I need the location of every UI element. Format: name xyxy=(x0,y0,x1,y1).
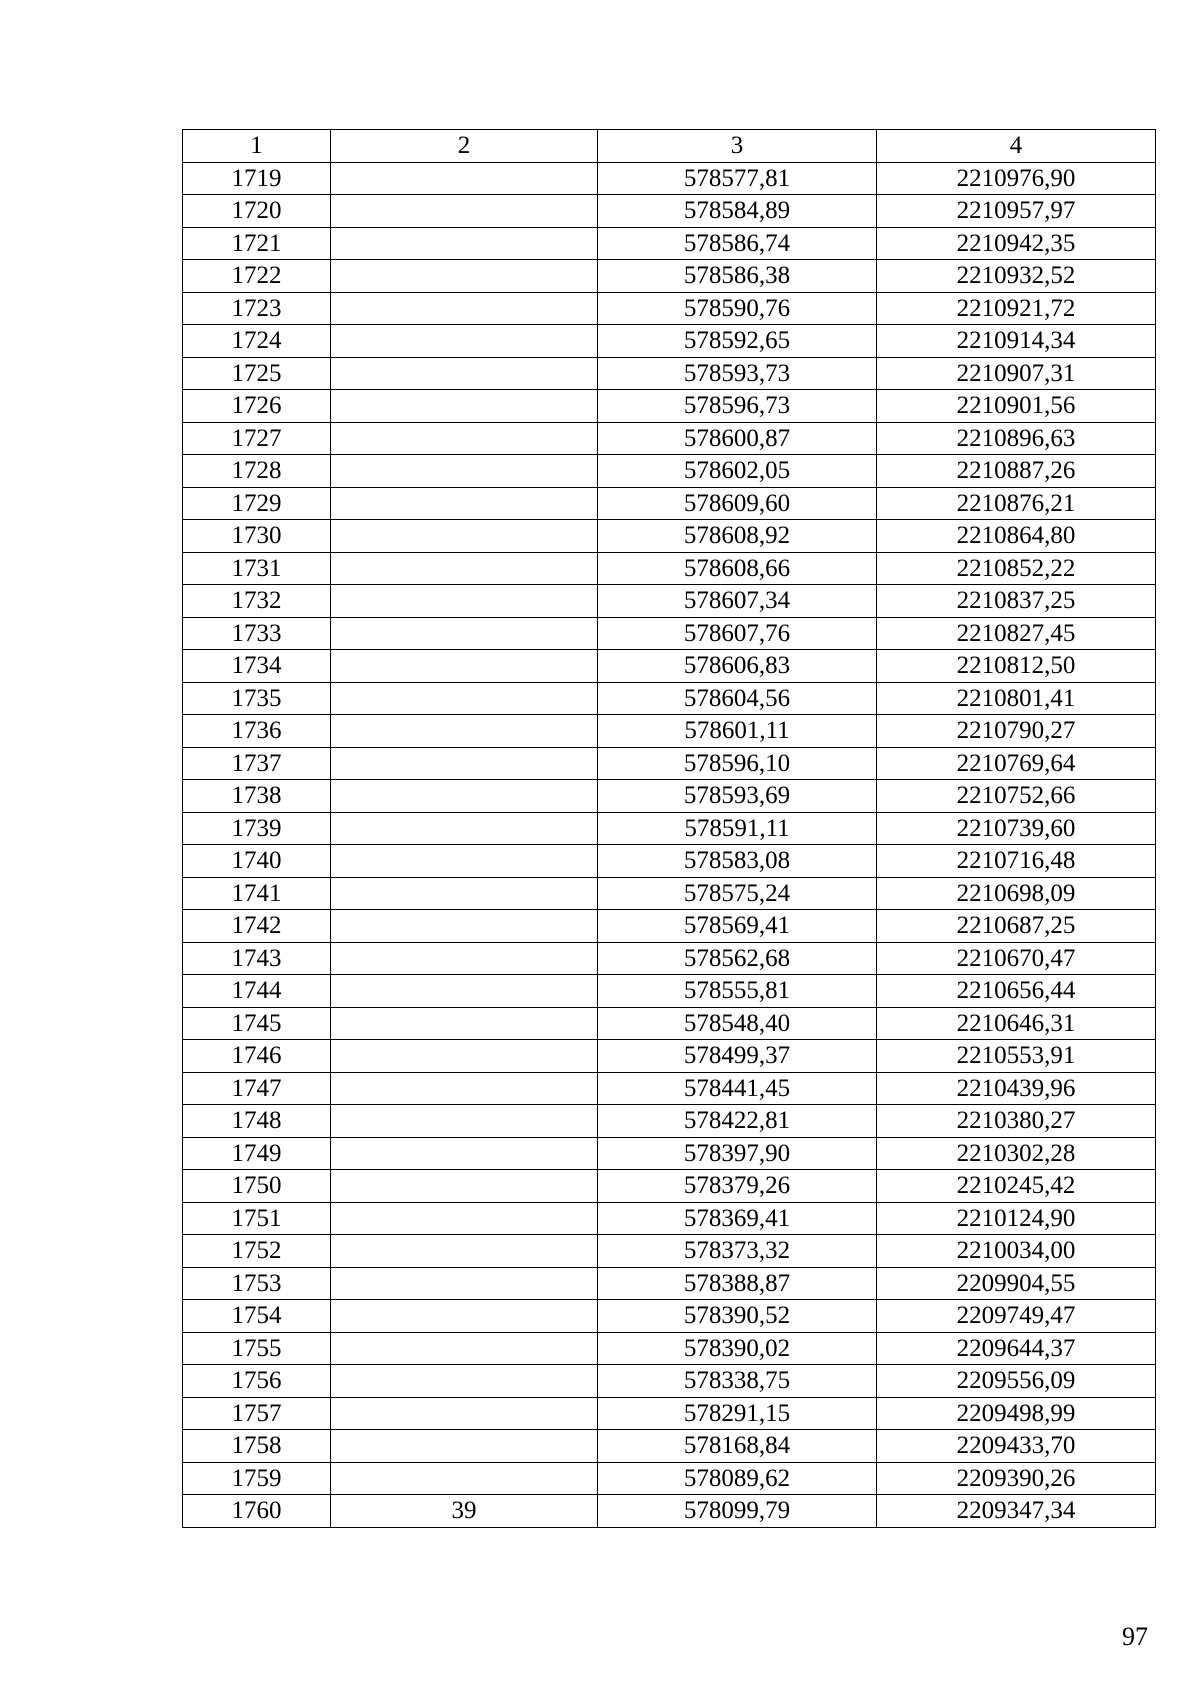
x-coordinate-cell: 578607,76 xyxy=(598,617,877,650)
x-coordinate-cell: 578593,69 xyxy=(598,780,877,813)
x-coordinate-cell: 578577,81 xyxy=(598,162,877,195)
x-coordinate-cell: 578604,56 xyxy=(598,682,877,715)
point-number-cell: 1758 xyxy=(183,1430,331,1463)
table-row xyxy=(183,1072,1156,1105)
x-coordinate-cell: 578089,62 xyxy=(598,1462,877,1495)
y-coordinate-cell: 2209390,26 xyxy=(877,1462,1156,1495)
point-number-cell: 1741 xyxy=(183,877,331,910)
point-number-cell: 1728 xyxy=(183,455,331,488)
x-coordinate-cell: 578596,10 xyxy=(598,747,877,780)
y-coordinate-cell: 2209498,99 xyxy=(877,1397,1156,1430)
point-number-cell: 1722 xyxy=(183,260,331,293)
column-2-cell xyxy=(331,1300,598,1333)
table-row xyxy=(183,1332,1156,1365)
point-number-cell: 1756 xyxy=(183,1365,331,1398)
column-2-cell xyxy=(331,715,598,748)
point-number-cell: 1755 xyxy=(183,1332,331,1365)
y-coordinate-cell: 2210302,28 xyxy=(877,1137,1156,1170)
column-header-2: 2 xyxy=(331,130,598,163)
table-row xyxy=(183,715,1156,748)
y-coordinate-cell: 2210957,97 xyxy=(877,195,1156,228)
column-2-cell xyxy=(331,552,598,585)
x-coordinate-cell: 578379,26 xyxy=(598,1170,877,1203)
x-coordinate-cell: 578593,73 xyxy=(598,357,877,390)
table-body xyxy=(183,162,1156,1527)
table-row xyxy=(183,1235,1156,1268)
y-coordinate-cell: 2210656,44 xyxy=(877,975,1156,1008)
table-row xyxy=(183,227,1156,260)
x-coordinate-cell: 578601,11 xyxy=(598,715,877,748)
table-row xyxy=(183,325,1156,358)
column-2-cell xyxy=(331,1462,598,1495)
y-coordinate-cell: 2210716,48 xyxy=(877,845,1156,878)
x-coordinate-cell: 578584,89 xyxy=(598,195,877,228)
point-number-cell: 1743 xyxy=(183,942,331,975)
table-header-row xyxy=(183,130,1156,163)
y-coordinate-cell: 2210670,47 xyxy=(877,942,1156,975)
point-number-cell: 1735 xyxy=(183,682,331,715)
table-row xyxy=(183,617,1156,650)
table-row xyxy=(183,1300,1156,1333)
point-number-cell: 1729 xyxy=(183,487,331,520)
x-coordinate-cell: 578602,05 xyxy=(598,455,877,488)
x-coordinate-cell: 578596,73 xyxy=(598,390,877,423)
x-coordinate-cell: 578592,65 xyxy=(598,325,877,358)
y-coordinate-cell: 2210752,66 xyxy=(877,780,1156,813)
x-coordinate-cell: 578548,40 xyxy=(598,1007,877,1040)
x-coordinate-cell: 578422,81 xyxy=(598,1105,877,1138)
column-2-cell xyxy=(331,812,598,845)
column-2-cell xyxy=(331,1397,598,1430)
y-coordinate-cell: 2210942,35 xyxy=(877,227,1156,260)
point-number-cell: 1750 xyxy=(183,1170,331,1203)
y-coordinate-cell: 2210827,45 xyxy=(877,617,1156,650)
x-coordinate-cell: 578373,32 xyxy=(598,1235,877,1268)
y-coordinate-cell: 2210837,25 xyxy=(877,585,1156,618)
column-2-cell xyxy=(331,617,598,650)
column-2-cell xyxy=(331,1202,598,1235)
x-coordinate-cell: 578390,52 xyxy=(598,1300,877,1333)
x-coordinate-cell: 578168,84 xyxy=(598,1430,877,1463)
x-coordinate-cell: 578586,74 xyxy=(598,227,877,260)
table-row xyxy=(183,845,1156,878)
y-coordinate-cell: 2210739,60 xyxy=(877,812,1156,845)
point-number-cell: 1720 xyxy=(183,195,331,228)
x-coordinate-cell: 578590,76 xyxy=(598,292,877,325)
column-2-cell xyxy=(331,650,598,683)
column-2-cell xyxy=(331,422,598,455)
column-2-cell xyxy=(331,845,598,878)
point-number-cell: 1733 xyxy=(183,617,331,650)
y-coordinate-cell: 2210914,34 xyxy=(877,325,1156,358)
y-coordinate-cell: 2209749,47 xyxy=(877,1300,1156,1333)
y-coordinate-cell: 2210976,90 xyxy=(877,162,1156,195)
y-coordinate-cell: 2210646,31 xyxy=(877,1007,1156,1040)
column-2-cell xyxy=(331,1170,598,1203)
point-number-cell: 1744 xyxy=(183,975,331,1008)
point-number-cell: 1721 xyxy=(183,227,331,260)
y-coordinate-cell: 2210801,41 xyxy=(877,682,1156,715)
x-coordinate-cell: 578606,83 xyxy=(598,650,877,683)
column-2-cell xyxy=(331,1267,598,1300)
table-row xyxy=(183,812,1156,845)
point-number-cell: 1738 xyxy=(183,780,331,813)
table-row xyxy=(183,1267,1156,1300)
x-coordinate-cell: 578607,34 xyxy=(598,585,877,618)
x-coordinate-cell: 578562,68 xyxy=(598,942,877,975)
y-coordinate-cell: 2210790,27 xyxy=(877,715,1156,748)
table-row xyxy=(183,682,1156,715)
table-row xyxy=(183,975,1156,1008)
column-2-cell xyxy=(331,1235,598,1268)
column-2-cell xyxy=(331,390,598,423)
column-2-cell xyxy=(331,877,598,910)
y-coordinate-cell: 2210380,27 xyxy=(877,1105,1156,1138)
column-header-4: 4 xyxy=(877,130,1156,163)
column-2-cell: 39 xyxy=(331,1495,598,1528)
point-number-cell: 1740 xyxy=(183,845,331,878)
y-coordinate-cell: 2209904,55 xyxy=(877,1267,1156,1300)
point-number-cell: 1746 xyxy=(183,1040,331,1073)
coordinates-table xyxy=(182,129,1156,1528)
table-row xyxy=(183,910,1156,943)
point-number-cell: 1736 xyxy=(183,715,331,748)
point-number-cell: 1731 xyxy=(183,552,331,585)
column-2-cell xyxy=(331,1007,598,1040)
column-2-cell xyxy=(331,1105,598,1138)
table-row xyxy=(183,1495,1156,1528)
x-coordinate-cell: 578555,81 xyxy=(598,975,877,1008)
y-coordinate-cell: 2210907,31 xyxy=(877,357,1156,390)
point-number-cell: 1727 xyxy=(183,422,331,455)
table-row xyxy=(183,390,1156,423)
y-coordinate-cell: 2210921,72 xyxy=(877,292,1156,325)
point-number-cell: 1737 xyxy=(183,747,331,780)
table-row xyxy=(183,1365,1156,1398)
table-row xyxy=(183,1462,1156,1495)
column-2-cell xyxy=(331,975,598,1008)
y-coordinate-cell: 2210687,25 xyxy=(877,910,1156,943)
column-2-cell xyxy=(331,1365,598,1398)
point-number-cell: 1760 xyxy=(183,1495,331,1528)
table-row xyxy=(183,747,1156,780)
table-row xyxy=(183,552,1156,585)
x-coordinate-cell: 578369,41 xyxy=(598,1202,877,1235)
y-coordinate-cell: 2209556,09 xyxy=(877,1365,1156,1398)
column-2-cell xyxy=(331,1332,598,1365)
y-coordinate-cell: 2209644,37 xyxy=(877,1332,1156,1365)
point-number-cell: 1759 xyxy=(183,1462,331,1495)
point-number-cell: 1748 xyxy=(183,1105,331,1138)
table-row xyxy=(183,1007,1156,1040)
table-row xyxy=(183,1202,1156,1235)
y-coordinate-cell: 2210812,50 xyxy=(877,650,1156,683)
y-coordinate-cell: 2209433,70 xyxy=(877,1430,1156,1463)
table-row xyxy=(183,455,1156,488)
table-row xyxy=(183,942,1156,975)
y-coordinate-cell: 2210034,00 xyxy=(877,1235,1156,1268)
point-number-cell: 1724 xyxy=(183,325,331,358)
column-2-cell xyxy=(331,227,598,260)
table-row xyxy=(183,162,1156,195)
table-row xyxy=(183,520,1156,553)
table-row xyxy=(183,195,1156,228)
x-coordinate-cell: 578591,11 xyxy=(598,812,877,845)
y-coordinate-cell: 2210698,09 xyxy=(877,877,1156,910)
x-coordinate-cell: 578441,45 xyxy=(598,1072,877,1105)
column-2-cell xyxy=(331,195,598,228)
y-coordinate-cell: 2210245,42 xyxy=(877,1170,1156,1203)
point-number-cell: 1723 xyxy=(183,292,331,325)
x-coordinate-cell: 578338,75 xyxy=(598,1365,877,1398)
x-coordinate-cell: 578390,02 xyxy=(598,1332,877,1365)
point-number-cell: 1754 xyxy=(183,1300,331,1333)
x-coordinate-cell: 578499,37 xyxy=(598,1040,877,1073)
point-number-cell: 1734 xyxy=(183,650,331,683)
column-2-cell xyxy=(331,162,598,195)
y-coordinate-cell: 2210852,22 xyxy=(877,552,1156,585)
point-number-cell: 1726 xyxy=(183,390,331,423)
column-2-cell xyxy=(331,1137,598,1170)
point-number-cell: 1749 xyxy=(183,1137,331,1170)
page-number: 97 xyxy=(1122,1622,1148,1651)
column-2-cell xyxy=(331,682,598,715)
column-2-cell xyxy=(331,487,598,520)
column-2-cell xyxy=(331,585,598,618)
table-row xyxy=(183,422,1156,455)
y-coordinate-cell: 2210896,63 xyxy=(877,422,1156,455)
y-coordinate-cell: 2210553,91 xyxy=(877,1040,1156,1073)
point-number-cell: 1725 xyxy=(183,357,331,390)
x-coordinate-cell: 578569,41 xyxy=(598,910,877,943)
point-number-cell: 1719 xyxy=(183,162,331,195)
table-row xyxy=(183,650,1156,683)
y-coordinate-cell: 2210864,80 xyxy=(877,520,1156,553)
x-coordinate-cell: 578397,90 xyxy=(598,1137,877,1170)
column-2-cell xyxy=(331,1430,598,1463)
x-coordinate-cell: 578600,87 xyxy=(598,422,877,455)
column-2-cell xyxy=(331,747,598,780)
y-coordinate-cell: 2210439,96 xyxy=(877,1072,1156,1105)
x-coordinate-cell: 578608,92 xyxy=(598,520,877,553)
point-number-cell: 1753 xyxy=(183,1267,331,1300)
x-coordinate-cell: 578388,87 xyxy=(598,1267,877,1300)
column-2-cell xyxy=(331,1040,598,1073)
point-number-cell: 1732 xyxy=(183,585,331,618)
point-number-cell: 1757 xyxy=(183,1397,331,1430)
column-2-cell xyxy=(331,357,598,390)
point-number-cell: 1747 xyxy=(183,1072,331,1105)
y-coordinate-cell: 2210769,64 xyxy=(877,747,1156,780)
x-coordinate-cell: 578586,38 xyxy=(598,260,877,293)
column-2-cell xyxy=(331,942,598,975)
y-coordinate-cell: 2210876,21 xyxy=(877,487,1156,520)
x-coordinate-cell: 578608,66 xyxy=(598,552,877,585)
point-number-cell: 1752 xyxy=(183,1235,331,1268)
table-row xyxy=(183,487,1156,520)
y-coordinate-cell: 2210124,90 xyxy=(877,1202,1156,1235)
table-row xyxy=(183,1397,1156,1430)
y-coordinate-cell: 2210887,26 xyxy=(877,455,1156,488)
column-2-cell xyxy=(331,455,598,488)
table-row xyxy=(183,1105,1156,1138)
column-2-cell xyxy=(331,780,598,813)
point-number-cell: 1751 xyxy=(183,1202,331,1235)
column-2-cell xyxy=(331,910,598,943)
y-coordinate-cell: 2209347,34 xyxy=(877,1495,1156,1528)
column-header-3: 3 xyxy=(598,130,877,163)
table-row xyxy=(183,877,1156,910)
column-header-1: 1 xyxy=(183,130,331,163)
x-coordinate-cell: 578291,15 xyxy=(598,1397,877,1430)
table-row xyxy=(183,260,1156,293)
table-row xyxy=(183,780,1156,813)
point-number-cell: 1739 xyxy=(183,812,331,845)
table-row xyxy=(183,1040,1156,1073)
table-row xyxy=(183,1137,1156,1170)
point-number-cell: 1742 xyxy=(183,910,331,943)
x-coordinate-cell: 578609,60 xyxy=(598,487,877,520)
x-coordinate-cell: 578583,08 xyxy=(598,845,877,878)
column-2-cell xyxy=(331,1072,598,1105)
column-2-cell xyxy=(331,260,598,293)
table-row xyxy=(183,292,1156,325)
column-2-cell xyxy=(331,325,598,358)
x-coordinate-cell: 578575,24 xyxy=(598,877,877,910)
table-row xyxy=(183,585,1156,618)
table-row xyxy=(183,1430,1156,1463)
y-coordinate-cell: 2210901,56 xyxy=(877,390,1156,423)
point-number-cell: 1745 xyxy=(183,1007,331,1040)
column-2-cell xyxy=(331,520,598,553)
table-row xyxy=(183,1170,1156,1203)
table-row xyxy=(183,357,1156,390)
y-coordinate-cell: 2210932,52 xyxy=(877,260,1156,293)
point-number-cell: 1730 xyxy=(183,520,331,553)
x-coordinate-cell: 578099,79 xyxy=(598,1495,877,1528)
column-2-cell xyxy=(331,292,598,325)
